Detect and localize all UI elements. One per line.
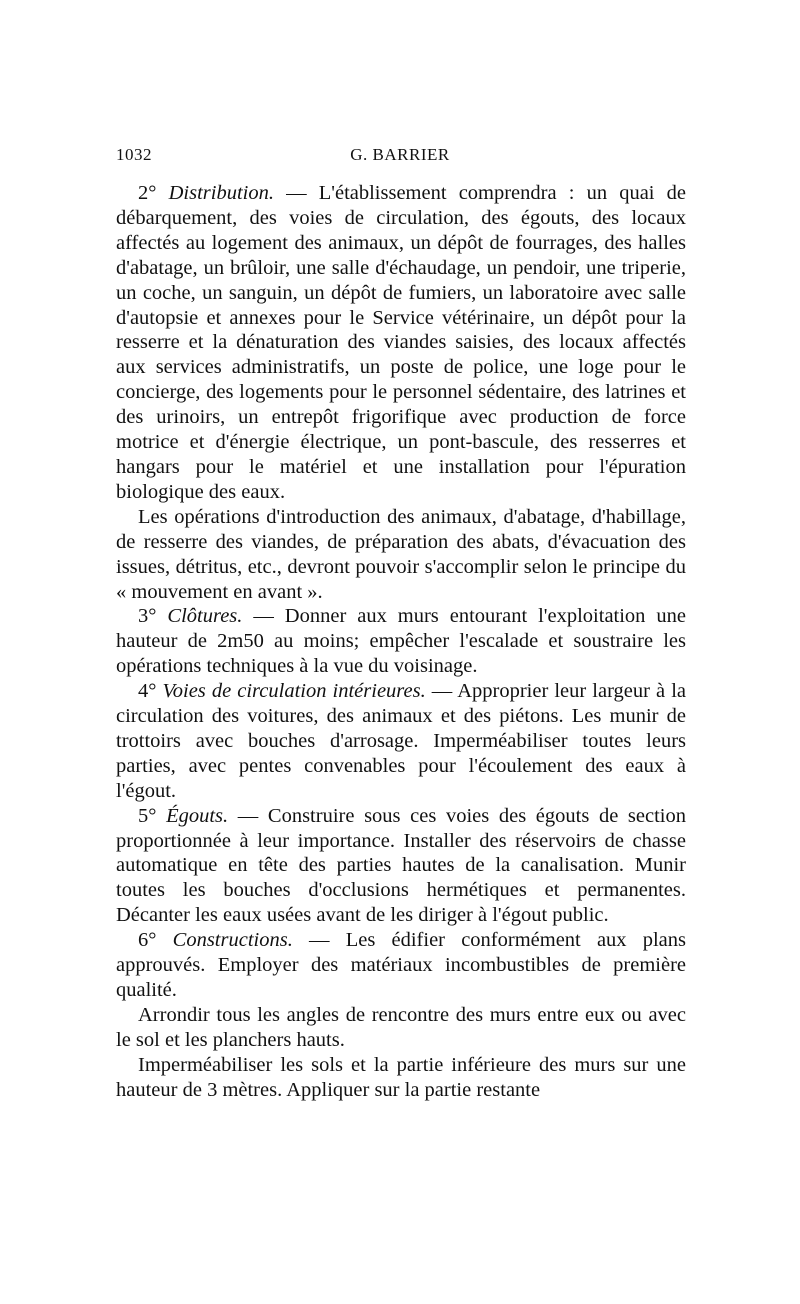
paragraph-egouts bbox=[116, 804, 686, 929]
section-title: Distribution. bbox=[168, 182, 274, 204]
section-title: Clôtures. bbox=[167, 605, 243, 628]
paragraph-text: — Approprier leur largeur à la circulation des voitures, des animaux et des piétons. Les munir de trottoirs avec bouches d'arrosage. Imperméabiliser toutes leurs parties, avec pentes convenables pour l'écoulement des eaux à l'égout. bbox=[116, 680, 687, 802]
paragraph-distribution bbox=[116, 181, 686, 505]
section-number: 5° bbox=[138, 804, 167, 827]
paragraph-text: Arrondir tous les angles de rencontre des murs entre eux ou avec le sol et les planchers hauts. bbox=[116, 1003, 686, 1051]
paragraph-operations bbox=[116, 505, 686, 605]
section-title: Constructions. bbox=[172, 929, 293, 952]
paragraph-text: — L'établissement comprendra : un quai de débarquement, des voies de circulation, des égouts, des locaux affectés au logement des animaux, un dépôt de fourrages, des halles d'abatage, un brûloir, une salle d'échaudage, un pendoir, une triperie, un coche, un sanguin, un dépôt de fumiers, un laboratoire avec salle d'autopsie et annexes pour le Service vétérinaire, un dépôt pour la resserre et la dénaturation des viandes saisies, des locaux affectés aux services administratifs, un poste de police, une loge pour le concierge, des logements pour le personnel sédentaire, des latrines et des urinoirs, un entrepôt frigorifique avec production de force motrice et d'énergie électrique, un pont-bascule, des resserres et hangars pour le matériel et une installation pour l'épuration biologique des eaux. bbox=[116, 182, 686, 503]
paragraph-sols bbox=[116, 1053, 686, 1103]
section-number: 4° bbox=[138, 680, 163, 703]
paragraph-text: Imperméabiliser les sols et la partie inférieure des murs sur une hauteur de 3 mètres. Appliquer sur la partie restante bbox=[116, 1053, 686, 1101]
paragraph-voies bbox=[116, 679, 686, 804]
page-number: 1032 bbox=[116, 145, 152, 164]
body-text bbox=[116, 181, 686, 1103]
paragraph-angles bbox=[116, 1003, 686, 1053]
section-title: Voies de circulation intérieures. bbox=[162, 680, 426, 703]
running-head: G. BARRIER bbox=[350, 145, 450, 164]
section-title: Égouts. bbox=[166, 804, 229, 827]
paragraph-clotures bbox=[116, 604, 686, 679]
page-header bbox=[116, 145, 684, 169]
section-number: 3° bbox=[138, 605, 168, 628]
paragraph-text: — Les édifier conformément aux plans approuvés. Employer des matériaux incombustibles de première qualité. bbox=[116, 929, 687, 1001]
paragraph-text: — Donner aux murs entourant l'exploitation une hauteur de 2m50 au moins; empêcher l'escalade et soustraire les opérations techniques à la vue du voisinage. bbox=[116, 605, 686, 678]
paragraph-text: Les opérations d'introduction des animaux, d'abatage, d'habillage, de resserre des viandes, de préparation des abats, d'évacuation des issues, détritus, etc., devront pouvoir s'accomplir selon le principe du « mouvement en avant ». bbox=[116, 505, 686, 603]
paragraph-text: — Construire sous ces voies des égouts de section proportionnée à leur importance. Installer des réservoirs de chasse automatique en tête des parties hautes de la canalisation. Munir toutes les bouches d'occlusions hermétiques et permanentes. Décanter les eaux usées avant de les diriger à l'égout public. bbox=[116, 804, 686, 927]
section-number: 2° bbox=[138, 182, 169, 204]
paragraph-constructions bbox=[116, 928, 686, 1003]
section-number: 6° bbox=[138, 929, 173, 952]
